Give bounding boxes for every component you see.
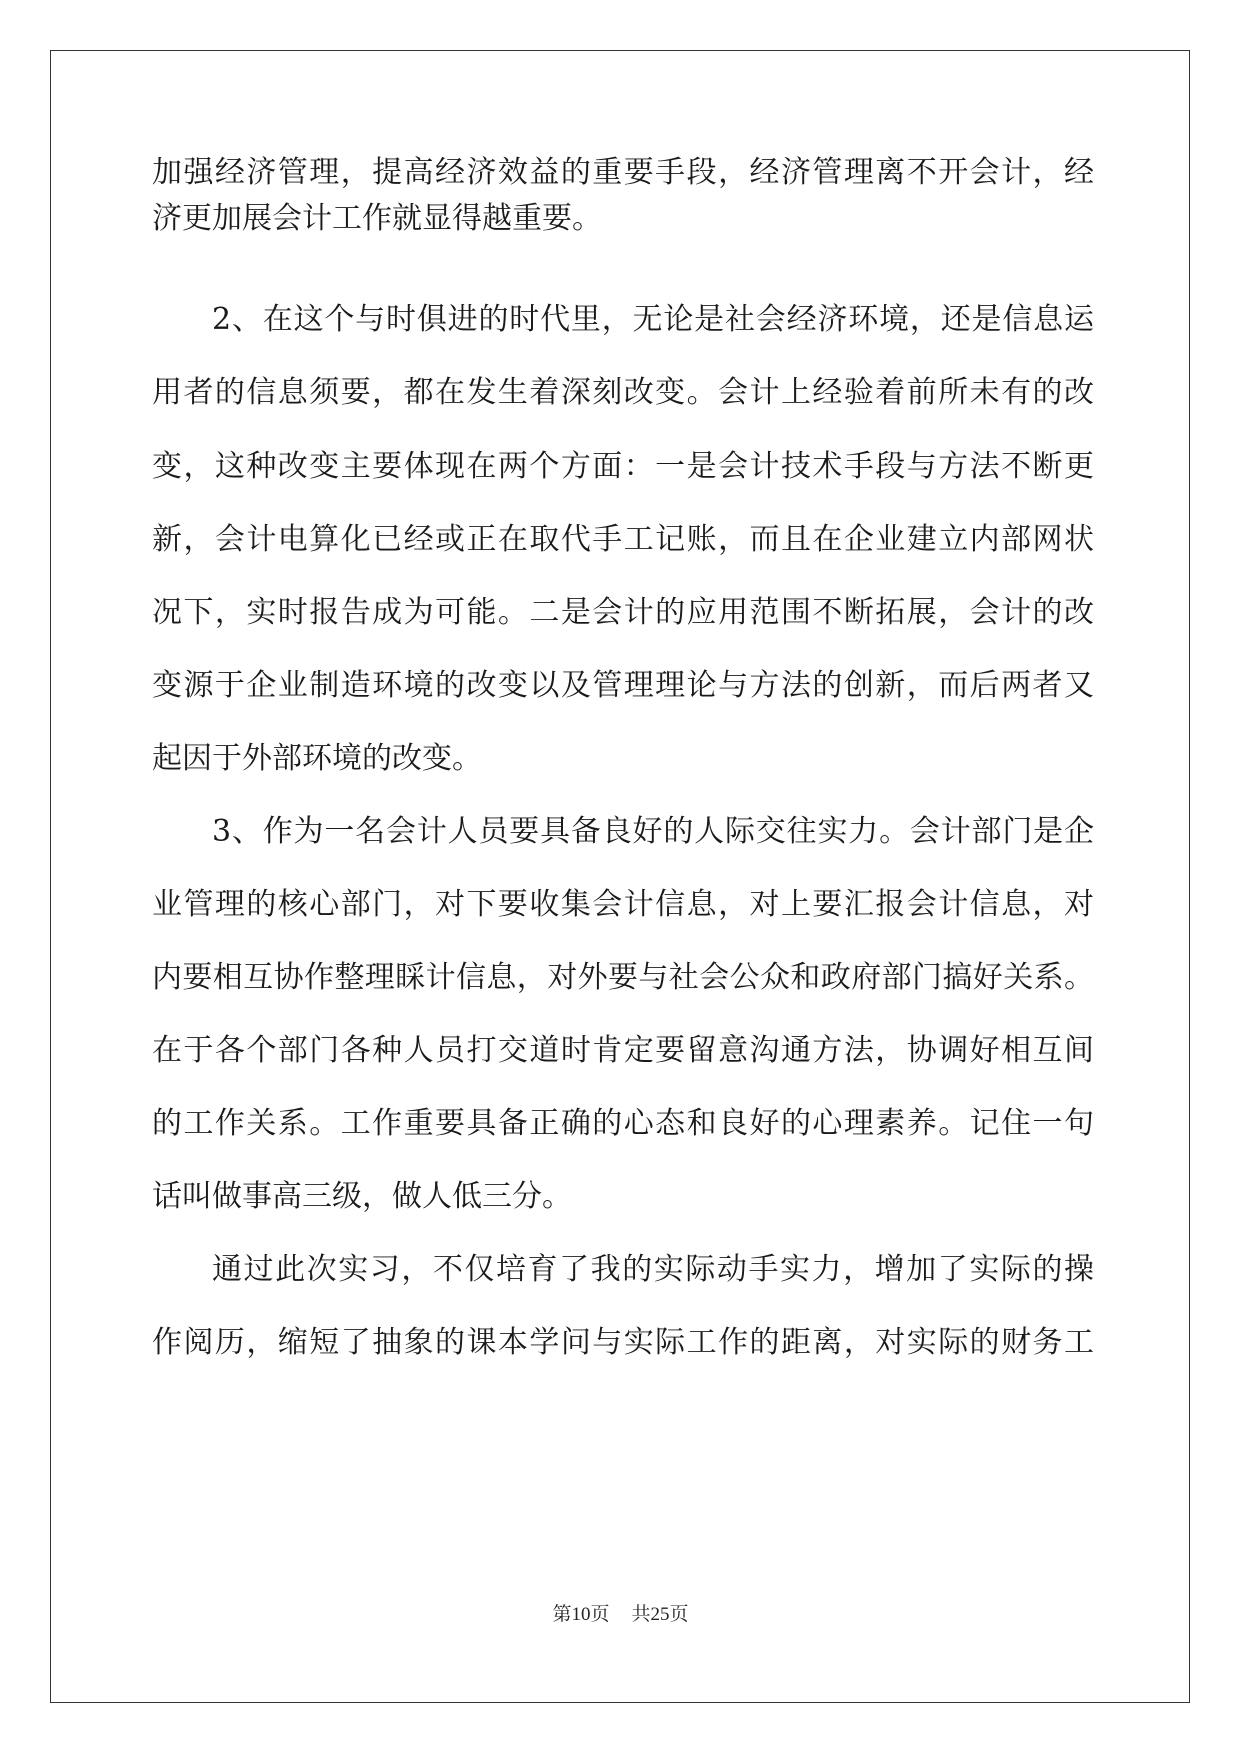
text-line: 通过此次实习，不仅培育了我的实际动手实力，增加了实际的操	[212, 1252, 1094, 1287]
footer-current-prefix: 第	[552, 1604, 572, 1625]
text-line: 的工作关系。工作重要具备正确的心态和良好的心理素养。记住一句	[152, 1106, 1094, 1141]
text-line: 在于各个部门各种人员打交道时肯定要留意沟通方法，协调好相互间	[152, 1033, 1094, 1068]
text-line: 起因于外部环境的改变。	[152, 741, 482, 776]
text-line: 3、作为一名会计人员要具备良好的人际交往实力。会计部门是企	[212, 814, 1094, 849]
text-line: 况下，实时报告成为可能。二是会计的应用范围不断拓展，会计的改	[152, 595, 1094, 630]
text-line: 济更加展会计工作就显得越重要。	[152, 201, 602, 236]
text-line: 新，会计电算化已经或正在取代手工记账，而且在企业建立内部网状	[152, 522, 1094, 557]
footer-current-suffix: 页	[590, 1604, 610, 1625]
footer-total-suffix: 页	[669, 1604, 689, 1625]
footer-total-pages: 25	[650, 1604, 670, 1625]
text-line: 用者的信息须要，都在发生着深刻改变。会计上经验着前所未有的改	[152, 375, 1094, 410]
footer-current-page: 10	[571, 1604, 591, 1625]
text-line: 业管理的核心部门，对下要收集会计信息，对上要汇报会计信息，对	[152, 887, 1094, 922]
page-number-footer	[0, 1600, 1241, 1630]
text-line: 作阅历，缩短了抽象的课本学问与实际工作的距离，对实际的财务工	[152, 1325, 1094, 1360]
footer-total-prefix: 共	[631, 1604, 651, 1625]
text-line: 内要相互协作整理睬计信息，对外要与社会公众和政府部门搞好关系。	[152, 960, 1094, 995]
text-line: 加强经济管理，提高经济效益的重要手段，经济管理离不开会计，经	[152, 155, 1094, 190]
text-line: 变，这种改变主要体现在两个方面：一是会计技术手段与方法不断更	[152, 449, 1094, 484]
text-line: 2、在这个与时俱进的时代里，无论是社会经济环境，还是信息运	[212, 302, 1094, 337]
text-line: 变源于企业制造环境的改变以及管理理论与方法的创新，而后两者又	[152, 668, 1094, 703]
text-line: 话叫做事高三级，做人低三分。	[152, 1179, 572, 1214]
